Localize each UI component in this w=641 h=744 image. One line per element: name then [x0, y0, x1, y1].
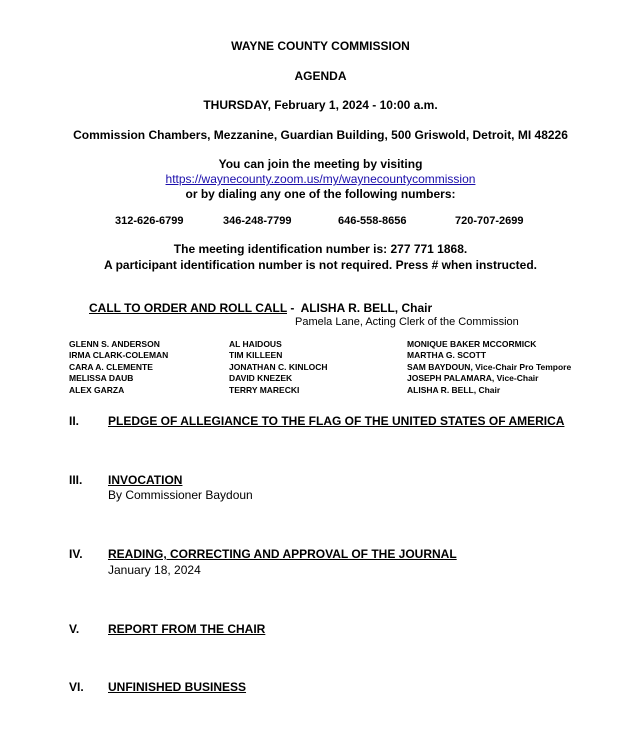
agenda-title: AGENDA [294, 69, 347, 83]
roll-call-separator: - [287, 301, 301, 315]
members-column-2 [229, 339, 328, 396]
member-name: JOSEPH PALAMARA, Vice-Chair [407, 373, 539, 384]
member-name: DAVID KNEZEK [229, 373, 293, 384]
phone-number: 720-707-2699 [455, 215, 524, 227]
item-number: IV. [69, 547, 83, 561]
member-name: MONIQUE BAKER MCCORMICK [407, 339, 537, 349]
join-text: You can join the meeting by visiting [218, 157, 423, 171]
member-name: TERRY MARECKI [229, 384, 300, 395]
member-name: ALEX GARZA [69, 384, 125, 395]
phone-number: 312-626-6799 [115, 215, 184, 227]
meeting-location: Commission Chambers, Mezzanine, Guardian Building, 500 Griswold, Detroit, MI 48226 [73, 128, 568, 142]
member-name: CARA A. CLEMENTE [69, 361, 153, 372]
zoom-link[interactable]: https://waynecounty.zoom.us/my/waynecountycommission [165, 172, 476, 186]
member-name: TIM KILLEEN [229, 350, 283, 361]
item-heading-chair-report: REPORT FROM THE CHAIR [108, 622, 266, 636]
item-heading-pledge: PLEDGE OF ALLEGIANCE TO THE FLAG OF THE UNITED STATES OF AMERICA [108, 414, 565, 428]
roll-call-heading [89, 301, 432, 315]
participant-note: A participant identification number is not required. Press # when instructed. [104, 258, 537, 272]
item-heading-journal: READING, CORRECTING AND APPROVAL OF THE JOURNAL [108, 547, 457, 561]
member-name: AL HAIDOUS [229, 339, 282, 349]
phone-number: 346-248-7799 [223, 215, 292, 227]
roll-call-chair: ALISHA R. BELL, Chair [300, 301, 433, 315]
member-name: IRMA CLARK-COLEMAN [69, 350, 169, 361]
item-subtext: By Commissioner Baydoun [108, 488, 253, 502]
item-heading-invocation: INVOCATION [108, 473, 183, 487]
member-name: MELISSA DAUB [69, 373, 134, 384]
meeting-date: THURSDAY, February 1, 2024 - 10:00 a.m. [203, 98, 438, 112]
member-name: JONATHAN C. KINLOCH [229, 361, 328, 372]
zoom-link-line [0, 172, 641, 186]
member-name: GLENN S. ANDERSON [69, 339, 160, 349]
item-number: II. [69, 414, 80, 428]
roll-call-label: CALL TO ORDER AND ROLL CALL [89, 301, 287, 315]
member-name: ALISHA R. BELL, Chair [407, 384, 501, 395]
item-number: VI. [69, 680, 84, 694]
members-column-1 [69, 339, 168, 396]
item-subtext: January 18, 2024 [108, 563, 201, 577]
item-heading-unfinished-business: UNFINISHED BUSINESS [108, 680, 247, 694]
dial-text: or by dialing any one of the following numbers: [185, 187, 456, 201]
phone-number: 646-558-8656 [338, 215, 407, 227]
clerk-line: Pamela Lane, Acting Clerk of the Commission [295, 316, 519, 328]
member-name: SAM BAYDOUN, Vice-Chair Pro Tempore [407, 361, 572, 372]
org-title: WAYNE COUNTY COMMISSION [231, 39, 410, 53]
item-number: III. [69, 473, 83, 487]
members-column-3 [407, 339, 571, 396]
item-number: V. [69, 622, 80, 636]
meeting-id: The meeting identification number is: 277 771 1868. [173, 242, 468, 256]
member-name: MARTHA G. SCOTT [407, 350, 487, 361]
